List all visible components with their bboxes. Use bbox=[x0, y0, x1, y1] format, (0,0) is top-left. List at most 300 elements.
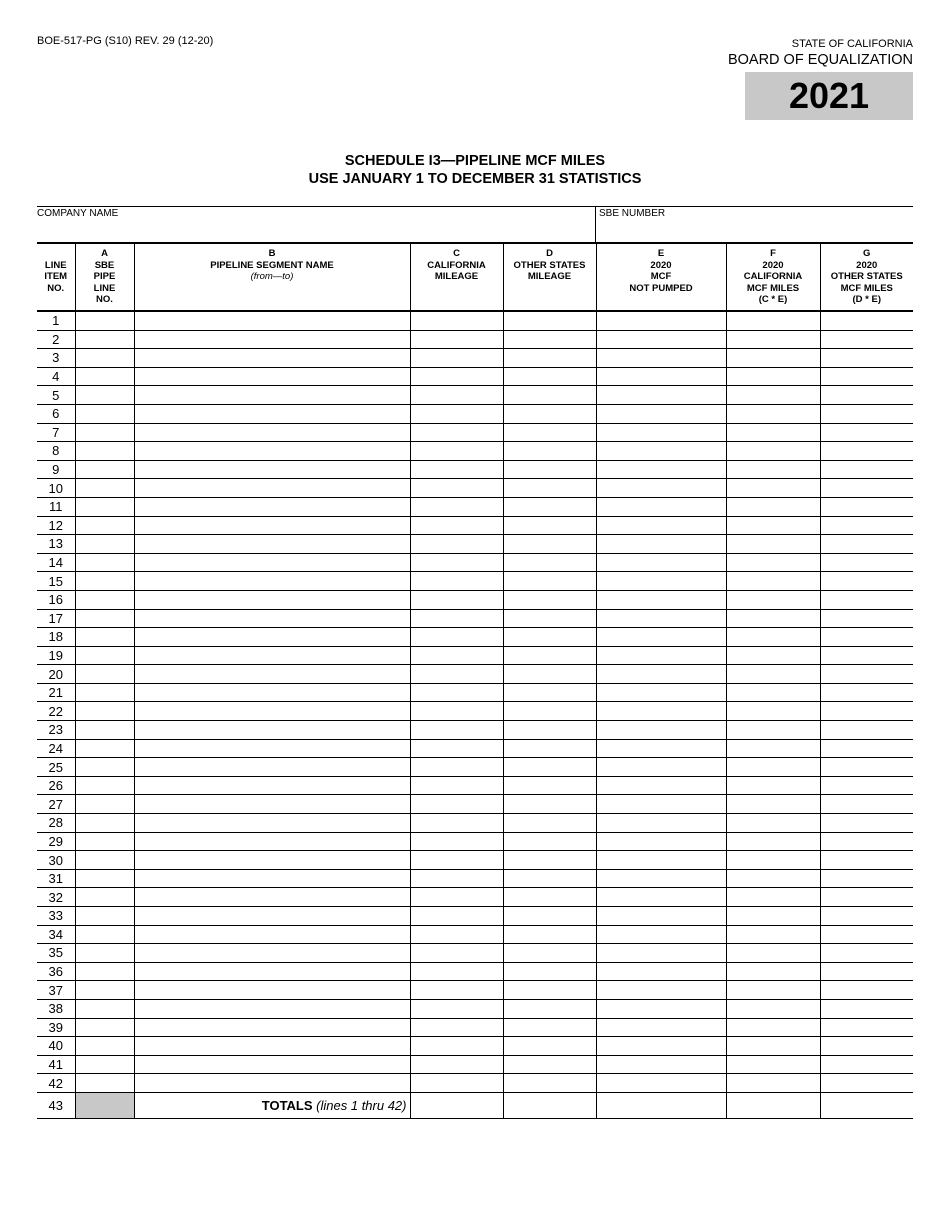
entry-cell-a-sbe-pipe-line-no[interactable] bbox=[75, 516, 134, 535]
entry-cell-e-mcf-not-pumped[interactable] bbox=[596, 646, 726, 665]
entry-cell-c-california-mileage[interactable] bbox=[410, 869, 503, 888]
entry-cell-c-california-mileage[interactable] bbox=[410, 386, 503, 405]
entry-cell-e-mcf-not-pumped[interactable] bbox=[596, 311, 726, 330]
entry-cell-c-california-mileage[interactable] bbox=[410, 535, 503, 554]
entry-cell-c-california-mileage[interactable] bbox=[410, 683, 503, 702]
entry-cell-d-other-states-mileage[interactable] bbox=[503, 776, 596, 795]
entry-cell-g-other-states-mcf-miles[interactable] bbox=[820, 516, 913, 535]
entry-cell-d-other-states-mileage[interactable] bbox=[503, 386, 596, 405]
entry-cell-b-pipeline-segment-name[interactable] bbox=[134, 609, 410, 628]
entry-cell-c-california-mileage[interactable] bbox=[410, 404, 503, 423]
entry-cell-b-pipeline-segment-name[interactable] bbox=[134, 907, 410, 926]
entry-cell-d-other-states-mileage[interactable] bbox=[503, 442, 596, 461]
entry-cell-a-sbe-pipe-line-no[interactable] bbox=[75, 572, 134, 591]
entry-cell-a-sbe-pipe-line-no[interactable] bbox=[75, 683, 134, 702]
entry-cell-c-california-mileage[interactable] bbox=[410, 739, 503, 758]
entry-cell-g-other-states-mcf-miles[interactable] bbox=[820, 646, 913, 665]
entry-cell-c-california-mileage[interactable] bbox=[410, 962, 503, 981]
entry-cell-e-mcf-not-pumped[interactable] bbox=[596, 404, 726, 423]
entry-cell-d-other-states-mileage[interactable] bbox=[503, 609, 596, 628]
entry-cell-c-california-mileage[interactable] bbox=[410, 460, 503, 479]
entry-cell-e-mcf-not-pumped[interactable] bbox=[596, 795, 726, 814]
entry-cell-e-mcf-not-pumped[interactable] bbox=[596, 516, 726, 535]
entry-cell-a-sbe-pipe-line-no[interactable] bbox=[75, 851, 134, 870]
entry-cell-f-california-mcf-miles[interactable] bbox=[726, 386, 820, 405]
entry-cell-g-other-states-mcf-miles[interactable] bbox=[820, 776, 913, 795]
entry-cell-f-california-mcf-miles[interactable] bbox=[726, 330, 820, 349]
entry-cell-f-california-mcf-miles[interactable] bbox=[726, 628, 820, 647]
entry-cell-e-mcf-not-pumped[interactable] bbox=[596, 1018, 726, 1037]
entry-cell-b-pipeline-segment-name[interactable] bbox=[134, 721, 410, 740]
entry-cell-a-sbe-pipe-line-no[interactable] bbox=[75, 925, 134, 944]
entry-cell-b-pipeline-segment-name[interactable] bbox=[134, 386, 410, 405]
entry-cell-e-mcf-not-pumped[interactable] bbox=[596, 739, 726, 758]
entry-cell-c-california-mileage[interactable] bbox=[410, 1018, 503, 1037]
entry-cell-f-california-mcf-miles[interactable] bbox=[726, 1055, 820, 1074]
entry-cell-g-other-states-mcf-miles[interactable] bbox=[820, 423, 913, 442]
entry-cell-b-pipeline-segment-name[interactable] bbox=[134, 1037, 410, 1056]
entry-cell-c-california-mileage[interactable] bbox=[410, 590, 503, 609]
entry-cell-d-other-states-mileage[interactable] bbox=[503, 1018, 596, 1037]
entry-cell-f-california-mcf-miles[interactable] bbox=[726, 999, 820, 1018]
entry-cell-b-pipeline-segment-name[interactable] bbox=[134, 758, 410, 777]
entry-cell-c-california-mileage[interactable] bbox=[410, 665, 503, 684]
entry-cell-e-mcf-not-pumped[interactable] bbox=[596, 535, 726, 554]
entry-cell-c-california-mileage[interactable] bbox=[410, 999, 503, 1018]
totals-cell-g-other-states-mcf-miles[interactable] bbox=[820, 1092, 913, 1118]
entry-cell-f-california-mcf-miles[interactable] bbox=[726, 832, 820, 851]
entry-cell-b-pipeline-segment-name[interactable] bbox=[134, 460, 410, 479]
entry-cell-g-other-states-mcf-miles[interactable] bbox=[820, 665, 913, 684]
entry-cell-a-sbe-pipe-line-no[interactable] bbox=[75, 404, 134, 423]
entry-cell-e-mcf-not-pumped[interactable] bbox=[596, 1074, 726, 1093]
entry-cell-f-california-mcf-miles[interactable] bbox=[726, 739, 820, 758]
entry-cell-c-california-mileage[interactable] bbox=[410, 367, 503, 386]
entry-cell-c-california-mileage[interactable] bbox=[410, 1055, 503, 1074]
entry-cell-f-california-mcf-miles[interactable] bbox=[726, 721, 820, 740]
entry-cell-b-pipeline-segment-name[interactable] bbox=[134, 423, 410, 442]
entry-cell-g-other-states-mcf-miles[interactable] bbox=[820, 535, 913, 554]
entry-cell-g-other-states-mcf-miles[interactable] bbox=[820, 572, 913, 591]
entry-cell-b-pipeline-segment-name[interactable] bbox=[134, 832, 410, 851]
line-number: 12 bbox=[37, 516, 75, 535]
entry-cell-b-pipeline-segment-name[interactable] bbox=[134, 962, 410, 981]
entry-cell-f-california-mcf-miles[interactable] bbox=[726, 814, 820, 833]
entry-cell-c-california-mileage[interactable] bbox=[410, 925, 503, 944]
entry-cell-g-other-states-mcf-miles[interactable] bbox=[820, 739, 913, 758]
entry-cell-g-other-states-mcf-miles[interactable] bbox=[820, 962, 913, 981]
entry-cell-c-california-mileage[interactable] bbox=[410, 349, 503, 368]
entry-cell-g-other-states-mcf-miles[interactable] bbox=[820, 907, 913, 926]
entry-cell-g-other-states-mcf-miles[interactable] bbox=[820, 386, 913, 405]
entry-cell-g-other-states-mcf-miles[interactable] bbox=[820, 814, 913, 833]
entry-cell-g-other-states-mcf-miles[interactable] bbox=[820, 311, 913, 330]
entry-cell-g-other-states-mcf-miles[interactable] bbox=[820, 609, 913, 628]
entry-cell-a-sbe-pipe-line-no[interactable] bbox=[75, 423, 134, 442]
entry-cell-g-other-states-mcf-miles[interactable] bbox=[820, 442, 913, 461]
entry-cell-d-other-states-mileage[interactable] bbox=[503, 981, 596, 1000]
entry-cell-g-other-states-mcf-miles[interactable] bbox=[820, 553, 913, 572]
entry-cell-a-sbe-pipe-line-no[interactable] bbox=[75, 497, 134, 516]
entry-cell-f-california-mcf-miles[interactable] bbox=[726, 683, 820, 702]
entry-cell-a-sbe-pipe-line-no[interactable] bbox=[75, 795, 134, 814]
entry-cell-b-pipeline-segment-name[interactable] bbox=[134, 944, 410, 963]
entry-cell-a-sbe-pipe-line-no[interactable] bbox=[75, 702, 134, 721]
entry-cell-a-sbe-pipe-line-no[interactable] bbox=[75, 553, 134, 572]
entry-cell-a-sbe-pipe-line-no[interactable] bbox=[75, 349, 134, 368]
entry-cell-e-mcf-not-pumped[interactable] bbox=[596, 851, 726, 870]
entry-cell-f-california-mcf-miles[interactable] bbox=[726, 311, 820, 330]
entry-cell-b-pipeline-segment-name[interactable] bbox=[134, 1055, 410, 1074]
entry-cell-c-california-mileage[interactable] bbox=[410, 553, 503, 572]
entry-cell-a-sbe-pipe-line-no[interactable] bbox=[75, 479, 134, 498]
entry-cell-f-california-mcf-miles[interactable] bbox=[726, 665, 820, 684]
entry-cell-b-pipeline-segment-name[interactable] bbox=[134, 981, 410, 1000]
entry-cell-g-other-states-mcf-miles[interactable] bbox=[820, 479, 913, 498]
entry-cell-d-other-states-mileage[interactable] bbox=[503, 646, 596, 665]
entry-cell-b-pipeline-segment-name[interactable] bbox=[134, 1074, 410, 1093]
entry-cell-c-california-mileage[interactable] bbox=[410, 702, 503, 721]
entry-cell-e-mcf-not-pumped[interactable] bbox=[596, 386, 726, 405]
entry-cell-e-mcf-not-pumped[interactable] bbox=[596, 1055, 726, 1074]
entry-cell-a-sbe-pipe-line-no[interactable] bbox=[75, 832, 134, 851]
entry-cell-e-mcf-not-pumped[interactable] bbox=[596, 776, 726, 795]
entry-cell-d-other-states-mileage[interactable] bbox=[503, 739, 596, 758]
entry-cell-a-sbe-pipe-line-no[interactable] bbox=[75, 665, 134, 684]
entry-cell-g-other-states-mcf-miles[interactable] bbox=[820, 851, 913, 870]
entry-cell-f-california-mcf-miles[interactable] bbox=[726, 553, 820, 572]
entry-cell-g-other-states-mcf-miles[interactable] bbox=[820, 367, 913, 386]
entry-cell-f-california-mcf-miles[interactable] bbox=[726, 646, 820, 665]
entry-cell-c-california-mileage[interactable] bbox=[410, 497, 503, 516]
entry-cell-b-pipeline-segment-name[interactable] bbox=[134, 702, 410, 721]
entry-cell-e-mcf-not-pumped[interactable] bbox=[596, 869, 726, 888]
entry-cell-g-other-states-mcf-miles[interactable] bbox=[820, 1055, 913, 1074]
entry-cell-a-sbe-pipe-line-no[interactable] bbox=[75, 944, 134, 963]
entry-cell-e-mcf-not-pumped[interactable] bbox=[596, 442, 726, 461]
entry-cell-c-california-mileage[interactable] bbox=[410, 888, 503, 907]
entry-cell-a-sbe-pipe-line-no[interactable] bbox=[75, 739, 134, 758]
entry-cell-a-sbe-pipe-line-no[interactable] bbox=[75, 721, 134, 740]
entry-cell-f-california-mcf-miles[interactable] bbox=[726, 1074, 820, 1093]
entry-cell-e-mcf-not-pumped[interactable] bbox=[596, 721, 726, 740]
entry-cell-d-other-states-mileage[interactable] bbox=[503, 721, 596, 740]
entry-cell-b-pipeline-segment-name[interactable] bbox=[134, 535, 410, 554]
entry-cell-a-sbe-pipe-line-no[interactable] bbox=[75, 888, 134, 907]
entry-cell-a-sbe-pipe-line-no[interactable] bbox=[75, 646, 134, 665]
entry-cell-d-other-states-mileage[interactable] bbox=[503, 907, 596, 926]
entry-cell-e-mcf-not-pumped[interactable] bbox=[596, 367, 726, 386]
entry-cell-e-mcf-not-pumped[interactable] bbox=[596, 497, 726, 516]
entry-cell-c-california-mileage[interactable] bbox=[410, 442, 503, 461]
entry-cell-f-california-mcf-miles[interactable] bbox=[726, 944, 820, 963]
entry-cell-a-sbe-pipe-line-no[interactable] bbox=[75, 1018, 134, 1037]
entry-cell-g-other-states-mcf-miles[interactable] bbox=[820, 832, 913, 851]
entry-cell-g-other-states-mcf-miles[interactable] bbox=[820, 460, 913, 479]
entry-cell-a-sbe-pipe-line-no[interactable] bbox=[75, 962, 134, 981]
entry-cell-g-other-states-mcf-miles[interactable] bbox=[820, 758, 913, 777]
entry-cell-g-other-states-mcf-miles[interactable] bbox=[820, 683, 913, 702]
entry-cell-e-mcf-not-pumped[interactable] bbox=[596, 981, 726, 1000]
entry-cell-f-california-mcf-miles[interactable] bbox=[726, 758, 820, 777]
entry-cell-c-california-mileage[interactable] bbox=[410, 1074, 503, 1093]
entry-cell-b-pipeline-segment-name[interactable] bbox=[134, 683, 410, 702]
totals-cell-f-california-mcf-miles[interactable] bbox=[726, 1092, 820, 1118]
entry-cell-f-california-mcf-miles[interactable] bbox=[726, 981, 820, 1000]
entry-cell-f-california-mcf-miles[interactable] bbox=[726, 888, 820, 907]
entry-cell-e-mcf-not-pumped[interactable] bbox=[596, 479, 726, 498]
entry-cell-e-mcf-not-pumped[interactable] bbox=[596, 460, 726, 479]
entry-cell-g-other-states-mcf-miles[interactable] bbox=[820, 869, 913, 888]
entry-cell-e-mcf-not-pumped[interactable] bbox=[596, 907, 726, 926]
entry-cell-a-sbe-pipe-line-no[interactable] bbox=[75, 1055, 134, 1074]
entry-cell-f-california-mcf-miles[interactable] bbox=[726, 925, 820, 944]
entry-cell-b-pipeline-segment-name[interactable] bbox=[134, 311, 410, 330]
entry-cell-c-california-mileage[interactable] bbox=[410, 776, 503, 795]
entry-cell-b-pipeline-segment-name[interactable] bbox=[134, 888, 410, 907]
entry-cell-g-other-states-mcf-miles[interactable] bbox=[820, 330, 913, 349]
entry-cell-g-other-states-mcf-miles[interactable] bbox=[820, 999, 913, 1018]
entry-cell-f-california-mcf-miles[interactable] bbox=[726, 497, 820, 516]
entry-cell-b-pipeline-segment-name[interactable] bbox=[134, 851, 410, 870]
entry-cell-a-sbe-pipe-line-no[interactable] bbox=[75, 981, 134, 1000]
entry-cell-d-other-states-mileage[interactable] bbox=[503, 1074, 596, 1093]
entry-cell-f-california-mcf-miles[interactable] bbox=[726, 367, 820, 386]
entry-cell-a-sbe-pipe-line-no[interactable] bbox=[75, 1074, 134, 1093]
entry-cell-g-other-states-mcf-miles[interactable] bbox=[820, 1037, 913, 1056]
entry-cell-e-mcf-not-pumped[interactable] bbox=[596, 1037, 726, 1056]
entry-cell-b-pipeline-segment-name[interactable] bbox=[134, 999, 410, 1018]
entry-cell-d-other-states-mileage[interactable] bbox=[503, 311, 596, 330]
entry-cell-g-other-states-mcf-miles[interactable] bbox=[820, 981, 913, 1000]
entry-cell-c-california-mileage[interactable] bbox=[410, 330, 503, 349]
entry-cell-c-california-mileage[interactable] bbox=[410, 572, 503, 591]
entry-cell-d-other-states-mileage[interactable] bbox=[503, 758, 596, 777]
entry-cell-c-california-mileage[interactable] bbox=[410, 758, 503, 777]
entry-cell-e-mcf-not-pumped[interactable] bbox=[596, 683, 726, 702]
entry-cell-d-other-states-mileage[interactable] bbox=[503, 944, 596, 963]
entry-cell-c-california-mileage[interactable] bbox=[410, 479, 503, 498]
entry-cell-c-california-mileage[interactable] bbox=[410, 628, 503, 647]
entry-cell-g-other-states-mcf-miles[interactable] bbox=[820, 1018, 913, 1037]
entry-cell-f-california-mcf-miles[interactable] bbox=[726, 851, 820, 870]
entry-cell-b-pipeline-segment-name[interactable] bbox=[134, 349, 410, 368]
entry-cell-f-california-mcf-miles[interactable] bbox=[726, 609, 820, 628]
entry-cell-c-california-mileage[interactable] bbox=[410, 851, 503, 870]
entry-cell-a-sbe-pipe-line-no[interactable] bbox=[75, 758, 134, 777]
totals-cell-c-california-mileage[interactable] bbox=[410, 1092, 503, 1118]
entry-cell-c-california-mileage[interactable] bbox=[410, 1037, 503, 1056]
entry-cell-d-other-states-mileage[interactable] bbox=[503, 479, 596, 498]
entry-cell-c-california-mileage[interactable] bbox=[410, 423, 503, 442]
entry-cell-f-california-mcf-miles[interactable] bbox=[726, 535, 820, 554]
entry-cell-g-other-states-mcf-miles[interactable] bbox=[820, 888, 913, 907]
entry-cell-d-other-states-mileage[interactable] bbox=[503, 851, 596, 870]
entry-cell-b-pipeline-segment-name[interactable] bbox=[134, 739, 410, 758]
entry-cell-d-other-states-mileage[interactable] bbox=[503, 665, 596, 684]
entry-cell-f-california-mcf-miles[interactable] bbox=[726, 442, 820, 461]
entry-cell-c-california-mileage[interactable] bbox=[410, 609, 503, 628]
entry-cell-d-other-states-mileage[interactable] bbox=[503, 683, 596, 702]
entry-cell-f-california-mcf-miles[interactable] bbox=[726, 907, 820, 926]
entry-cell-g-other-states-mcf-miles[interactable] bbox=[820, 590, 913, 609]
entry-cell-e-mcf-not-pumped[interactable] bbox=[596, 330, 726, 349]
entry-cell-b-pipeline-segment-name[interactable] bbox=[134, 590, 410, 609]
entry-cell-e-mcf-not-pumped[interactable] bbox=[596, 702, 726, 721]
entry-cell-f-california-mcf-miles[interactable] bbox=[726, 1018, 820, 1037]
totals-cell-d-other-states-mileage[interactable] bbox=[503, 1092, 596, 1118]
entry-cell-b-pipeline-segment-name[interactable] bbox=[134, 516, 410, 535]
entry-cell-b-pipeline-segment-name[interactable] bbox=[134, 646, 410, 665]
entry-cell-a-sbe-pipe-line-no[interactable] bbox=[75, 330, 134, 349]
entry-cell-d-other-states-mileage[interactable] bbox=[503, 925, 596, 944]
entry-cell-f-california-mcf-miles[interactable] bbox=[726, 702, 820, 721]
entry-cell-d-other-states-mileage[interactable] bbox=[503, 590, 596, 609]
entry-cell-e-mcf-not-pumped[interactable] bbox=[596, 423, 726, 442]
entry-cell-e-mcf-not-pumped[interactable] bbox=[596, 590, 726, 609]
entry-cell-e-mcf-not-pumped[interactable] bbox=[596, 925, 726, 944]
entry-cell-g-other-states-mcf-miles[interactable] bbox=[820, 702, 913, 721]
entry-cell-c-california-mileage[interactable] bbox=[410, 795, 503, 814]
entry-cell-d-other-states-mileage[interactable] bbox=[503, 535, 596, 554]
entry-cell-e-mcf-not-pumped[interactable] bbox=[596, 609, 726, 628]
entry-cell-a-sbe-pipe-line-no[interactable] bbox=[75, 442, 134, 461]
entry-cell-d-other-states-mileage[interactable] bbox=[503, 423, 596, 442]
entry-cell-f-california-mcf-miles[interactable] bbox=[726, 1037, 820, 1056]
entry-cell-c-california-mileage[interactable] bbox=[410, 907, 503, 926]
entry-cell-b-pipeline-segment-name[interactable] bbox=[134, 869, 410, 888]
entry-cell-f-california-mcf-miles[interactable] bbox=[726, 460, 820, 479]
entry-cell-d-other-states-mileage[interactable] bbox=[503, 404, 596, 423]
entry-cell-f-california-mcf-miles[interactable] bbox=[726, 479, 820, 498]
entry-cell-e-mcf-not-pumped[interactable] bbox=[596, 832, 726, 851]
entry-cell-a-sbe-pipe-line-no[interactable] bbox=[75, 609, 134, 628]
entry-cell-a-sbe-pipe-line-no[interactable] bbox=[75, 590, 134, 609]
entry-cell-a-sbe-pipe-line-no[interactable] bbox=[75, 367, 134, 386]
entry-cell-b-pipeline-segment-name[interactable] bbox=[134, 442, 410, 461]
entry-cell-d-other-states-mileage[interactable] bbox=[503, 999, 596, 1018]
entry-cell-d-other-states-mileage[interactable] bbox=[503, 1055, 596, 1074]
entry-cell-e-mcf-not-pumped[interactable] bbox=[596, 888, 726, 907]
entry-cell-d-other-states-mileage[interactable] bbox=[503, 572, 596, 591]
entry-cell-g-other-states-mcf-miles[interactable] bbox=[820, 628, 913, 647]
entry-cell-f-california-mcf-miles[interactable] bbox=[726, 590, 820, 609]
entry-cell-a-sbe-pipe-line-no[interactable] bbox=[75, 814, 134, 833]
entry-cell-d-other-states-mileage[interactable] bbox=[503, 553, 596, 572]
entry-cell-b-pipeline-segment-name[interactable] bbox=[134, 572, 410, 591]
entry-cell-d-other-states-mileage[interactable] bbox=[503, 349, 596, 368]
entry-cell-b-pipeline-segment-name[interactable] bbox=[134, 795, 410, 814]
entry-cell-b-pipeline-segment-name[interactable] bbox=[134, 814, 410, 833]
entry-cell-b-pipeline-segment-name[interactable] bbox=[134, 497, 410, 516]
entry-cell-g-other-states-mcf-miles[interactable] bbox=[820, 349, 913, 368]
entry-cell-c-california-mileage[interactable] bbox=[410, 721, 503, 740]
entry-cell-e-mcf-not-pumped[interactable] bbox=[596, 944, 726, 963]
entry-cell-b-pipeline-segment-name[interactable] bbox=[134, 479, 410, 498]
entry-cell-g-other-states-mcf-miles[interactable] bbox=[820, 497, 913, 516]
entry-cell-a-sbe-pipe-line-no[interactable] bbox=[75, 869, 134, 888]
entry-cell-c-california-mileage[interactable] bbox=[410, 832, 503, 851]
entry-cell-b-pipeline-segment-name[interactable] bbox=[134, 553, 410, 572]
entry-cell-d-other-states-mileage[interactable] bbox=[503, 888, 596, 907]
entry-cell-e-mcf-not-pumped[interactable] bbox=[596, 572, 726, 591]
entry-cell-e-mcf-not-pumped[interactable] bbox=[596, 962, 726, 981]
entry-cell-d-other-states-mileage[interactable] bbox=[503, 460, 596, 479]
entry-cell-d-other-states-mileage[interactable] bbox=[503, 795, 596, 814]
entry-cell-b-pipeline-segment-name[interactable] bbox=[134, 925, 410, 944]
entry-cell-f-california-mcf-miles[interactable] bbox=[726, 869, 820, 888]
entry-cell-f-california-mcf-miles[interactable] bbox=[726, 404, 820, 423]
entry-cell-a-sbe-pipe-line-no[interactable] bbox=[75, 776, 134, 795]
entry-cell-d-other-states-mileage[interactable] bbox=[503, 814, 596, 833]
entry-cell-c-california-mileage[interactable] bbox=[410, 646, 503, 665]
entry-cell-d-other-states-mileage[interactable] bbox=[503, 702, 596, 721]
entry-cell-e-mcf-not-pumped[interactable] bbox=[596, 814, 726, 833]
entry-cell-a-sbe-pipe-line-no[interactable] bbox=[75, 907, 134, 926]
entry-cell-a-sbe-pipe-line-no[interactable] bbox=[75, 628, 134, 647]
entry-cell-b-pipeline-segment-name[interactable] bbox=[134, 665, 410, 684]
entry-cell-b-pipeline-segment-name[interactable] bbox=[134, 1018, 410, 1037]
entry-cell-d-other-states-mileage[interactable] bbox=[503, 497, 596, 516]
entry-cell-f-california-mcf-miles[interactable] bbox=[726, 795, 820, 814]
entry-cell-d-other-states-mileage[interactable] bbox=[503, 628, 596, 647]
entry-cell-d-other-states-mileage[interactable] bbox=[503, 962, 596, 981]
entry-cell-g-other-states-mcf-miles[interactable] bbox=[820, 721, 913, 740]
entry-cell-a-sbe-pipe-line-no[interactable] bbox=[75, 999, 134, 1018]
entry-cell-e-mcf-not-pumped[interactable] bbox=[596, 628, 726, 647]
entry-cell-a-sbe-pipe-line-no[interactable] bbox=[75, 311, 134, 330]
totals-cell-e-mcf-not-pumped[interactable] bbox=[596, 1092, 726, 1118]
entry-cell-d-other-states-mileage[interactable] bbox=[503, 1037, 596, 1056]
entry-cell-f-california-mcf-miles[interactable] bbox=[726, 516, 820, 535]
entry-cell-d-other-states-mileage[interactable] bbox=[503, 869, 596, 888]
entry-cell-b-pipeline-segment-name[interactable] bbox=[134, 367, 410, 386]
entry-cell-a-sbe-pipe-line-no[interactable] bbox=[75, 386, 134, 405]
entry-cell-b-pipeline-segment-name[interactable] bbox=[134, 330, 410, 349]
entry-cell-d-other-states-mileage[interactable] bbox=[503, 516, 596, 535]
entry-cell-b-pipeline-segment-name[interactable] bbox=[134, 628, 410, 647]
entry-cell-e-mcf-not-pumped[interactable] bbox=[596, 349, 726, 368]
entry-cell-f-california-mcf-miles[interactable] bbox=[726, 776, 820, 795]
entry-cell-c-california-mileage[interactable] bbox=[410, 311, 503, 330]
entry-cell-d-other-states-mileage[interactable] bbox=[503, 330, 596, 349]
entry-cell-b-pipeline-segment-name[interactable] bbox=[134, 404, 410, 423]
entry-cell-c-california-mileage[interactable] bbox=[410, 981, 503, 1000]
entry-cell-a-sbe-pipe-line-no[interactable] bbox=[75, 535, 134, 554]
entry-cell-f-california-mcf-miles[interactable] bbox=[726, 962, 820, 981]
entry-cell-f-california-mcf-miles[interactable] bbox=[726, 349, 820, 368]
entry-cell-f-california-mcf-miles[interactable] bbox=[726, 423, 820, 442]
entry-cell-a-sbe-pipe-line-no[interactable] bbox=[75, 1037, 134, 1056]
entry-cell-e-mcf-not-pumped[interactable] bbox=[596, 999, 726, 1018]
entry-cell-e-mcf-not-pumped[interactable] bbox=[596, 553, 726, 572]
entry-cell-g-other-states-mcf-miles[interactable] bbox=[820, 944, 913, 963]
entry-cell-f-california-mcf-miles[interactable] bbox=[726, 572, 820, 591]
entry-cell-d-other-states-mileage[interactable] bbox=[503, 832, 596, 851]
entry-cell-g-other-states-mcf-miles[interactable] bbox=[820, 925, 913, 944]
entry-cell-g-other-states-mcf-miles[interactable] bbox=[820, 795, 913, 814]
entry-cell-e-mcf-not-pumped[interactable] bbox=[596, 665, 726, 684]
entry-cell-b-pipeline-segment-name[interactable] bbox=[134, 776, 410, 795]
entry-cell-e-mcf-not-pumped[interactable] bbox=[596, 758, 726, 777]
entry-cell-a-sbe-pipe-line-no[interactable] bbox=[75, 460, 134, 479]
entry-cell-d-other-states-mileage[interactable] bbox=[503, 367, 596, 386]
entry-cell-g-other-states-mcf-miles[interactable] bbox=[820, 404, 913, 423]
entry-cell-g-other-states-mcf-miles[interactable] bbox=[820, 1074, 913, 1093]
entry-cell-c-california-mileage[interactable] bbox=[410, 814, 503, 833]
entry-cell-c-california-mileage[interactable] bbox=[410, 516, 503, 535]
entry-cell-c-california-mileage[interactable] bbox=[410, 944, 503, 963]
